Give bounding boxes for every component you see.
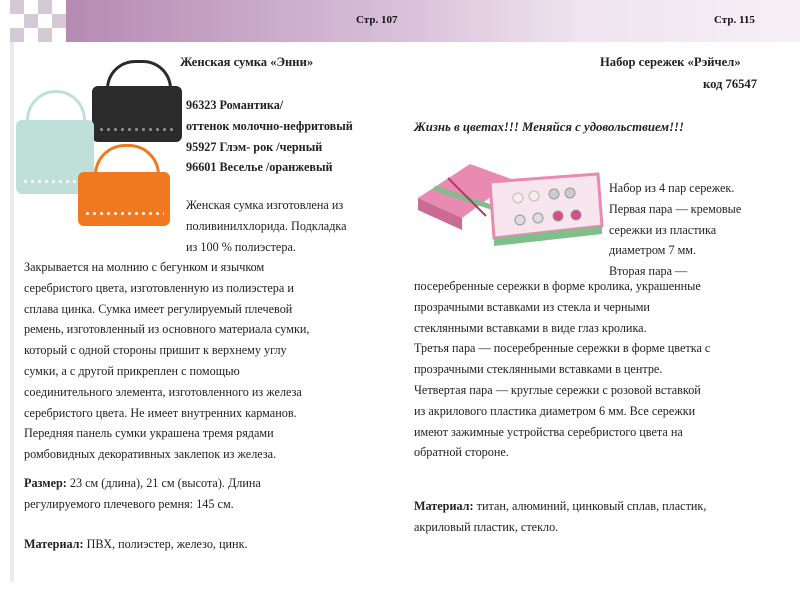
text-line: Вторая пара — xyxy=(609,264,688,279)
text-line: соединительного элемента, изготовленного из железа xyxy=(24,384,302,399)
text-line: поливинилхлорида. Подкладка xyxy=(186,218,347,233)
earrings-description xyxy=(414,276,710,463)
bag-description xyxy=(24,257,309,465)
text-line: из акрилового пластика диаметром 6 мм. Все сережки xyxy=(414,403,696,418)
earring-cream xyxy=(529,191,539,201)
text-line: посеребренные сережки в форме кролика, украшенные xyxy=(414,279,701,293)
product-title-earrings: Набор сережек «Рэйчел» xyxy=(600,55,741,69)
product-code: код 76547 xyxy=(703,77,758,91)
text-line: ромбовидных декоративных заклепок из железа. xyxy=(24,447,277,462)
corner-checker-decoration xyxy=(10,0,66,42)
bag-description-intro xyxy=(186,195,347,257)
material-label: Материал: xyxy=(24,537,84,551)
code-line: 96323 Романтика/ xyxy=(186,98,284,112)
earring-rabbit xyxy=(565,188,575,198)
text-line: Набор из 4 пар сережек. xyxy=(609,181,735,195)
header-bar xyxy=(66,0,800,42)
left-edge-strip xyxy=(10,42,14,582)
text-line: диаметром 7 мм. xyxy=(609,243,697,258)
text-line: ремень, изготовленный из основного материала сумки, xyxy=(24,322,310,337)
text-line: Женская сумка изготовлена из xyxy=(186,198,344,212)
text-line: прозрачными стеклянными вставками в центре. xyxy=(414,362,663,377)
material-label: Материал: xyxy=(414,499,474,513)
size-value-cont: регулируемого плечевого ремня: 145 см. xyxy=(24,496,234,511)
code-line: 95927 Глэм- рок /черный xyxy=(186,139,323,154)
text-line: сумки, а с другой прикреплен с помощью xyxy=(24,363,240,378)
earrings-box-image xyxy=(412,160,604,250)
earring-pink xyxy=(553,211,563,221)
code-line: оттенок молочно-нефритовый xyxy=(186,118,353,133)
material-value-cont: акриловый пластик, стекло. xyxy=(414,519,559,534)
text-line: стеклянными вставками в виде глаз кролика. xyxy=(414,320,647,335)
bag-material xyxy=(24,534,248,555)
text-line: сережки из пластика xyxy=(609,222,717,237)
earring-pink xyxy=(571,210,581,220)
earrings-material xyxy=(414,496,706,538)
earring-rabbit xyxy=(549,189,559,199)
slogan: Жизнь в цветах!!! Меняйся с удовольствием!!! xyxy=(414,120,685,134)
text-line: Четвертая пара — круглые сережки с розовой вставкой xyxy=(414,382,701,397)
bag-black xyxy=(92,86,182,142)
earring-flower xyxy=(533,213,543,223)
text-line: серебристого цвета. Не имеет внутренних карманов. xyxy=(24,405,297,420)
earrings-description-intro xyxy=(609,178,741,282)
size-label: Размер: xyxy=(24,476,67,490)
text-line: имеют зажимные устройства серебристого цвета на xyxy=(414,424,683,439)
text-line: сплава цинка. Сумка имеет регулируемый плечевой xyxy=(24,301,293,316)
text-line: из 100 % полиэстера. xyxy=(186,239,296,254)
text-line: который с одной стороны пришит к верхнему углу xyxy=(24,343,287,358)
bag-orange xyxy=(78,172,170,226)
earring-flower xyxy=(515,215,525,225)
product-title-bag: Женская сумка «Энни» xyxy=(180,55,314,69)
text-line: прозрачными вставками из стекла и черными xyxy=(414,299,650,314)
text-line: Первая пара — кремовые xyxy=(609,201,742,216)
material-value: титан, алюминий, цинковый сплав, пластик, xyxy=(473,499,707,513)
text-line: Закрывается на молнию с бегунком и язычком xyxy=(24,260,265,274)
text-line: Передняя панель сумки украшена тремя рядами xyxy=(24,426,274,441)
text-line: обратной стороне. xyxy=(414,445,509,460)
text-line: Третья пара — посеребренные сережки в форме цветка с xyxy=(414,341,711,356)
earring-cream xyxy=(513,193,523,203)
text-line: серебристого цвета, изготовленную из полиэстера и xyxy=(24,280,294,295)
page-number-left: Стр. 107 xyxy=(356,14,398,26)
material-value: ПВХ, полиэстер, железо, цинк. xyxy=(83,537,248,551)
code-line: 96601 Веселье /оранжевый xyxy=(186,160,333,175)
size-value: 23 см (длина), 21 см (высота). Длина xyxy=(66,476,261,490)
product-codes xyxy=(186,95,353,178)
page-number-right: Стр. 115 xyxy=(714,14,755,26)
bag-size xyxy=(24,473,261,515)
